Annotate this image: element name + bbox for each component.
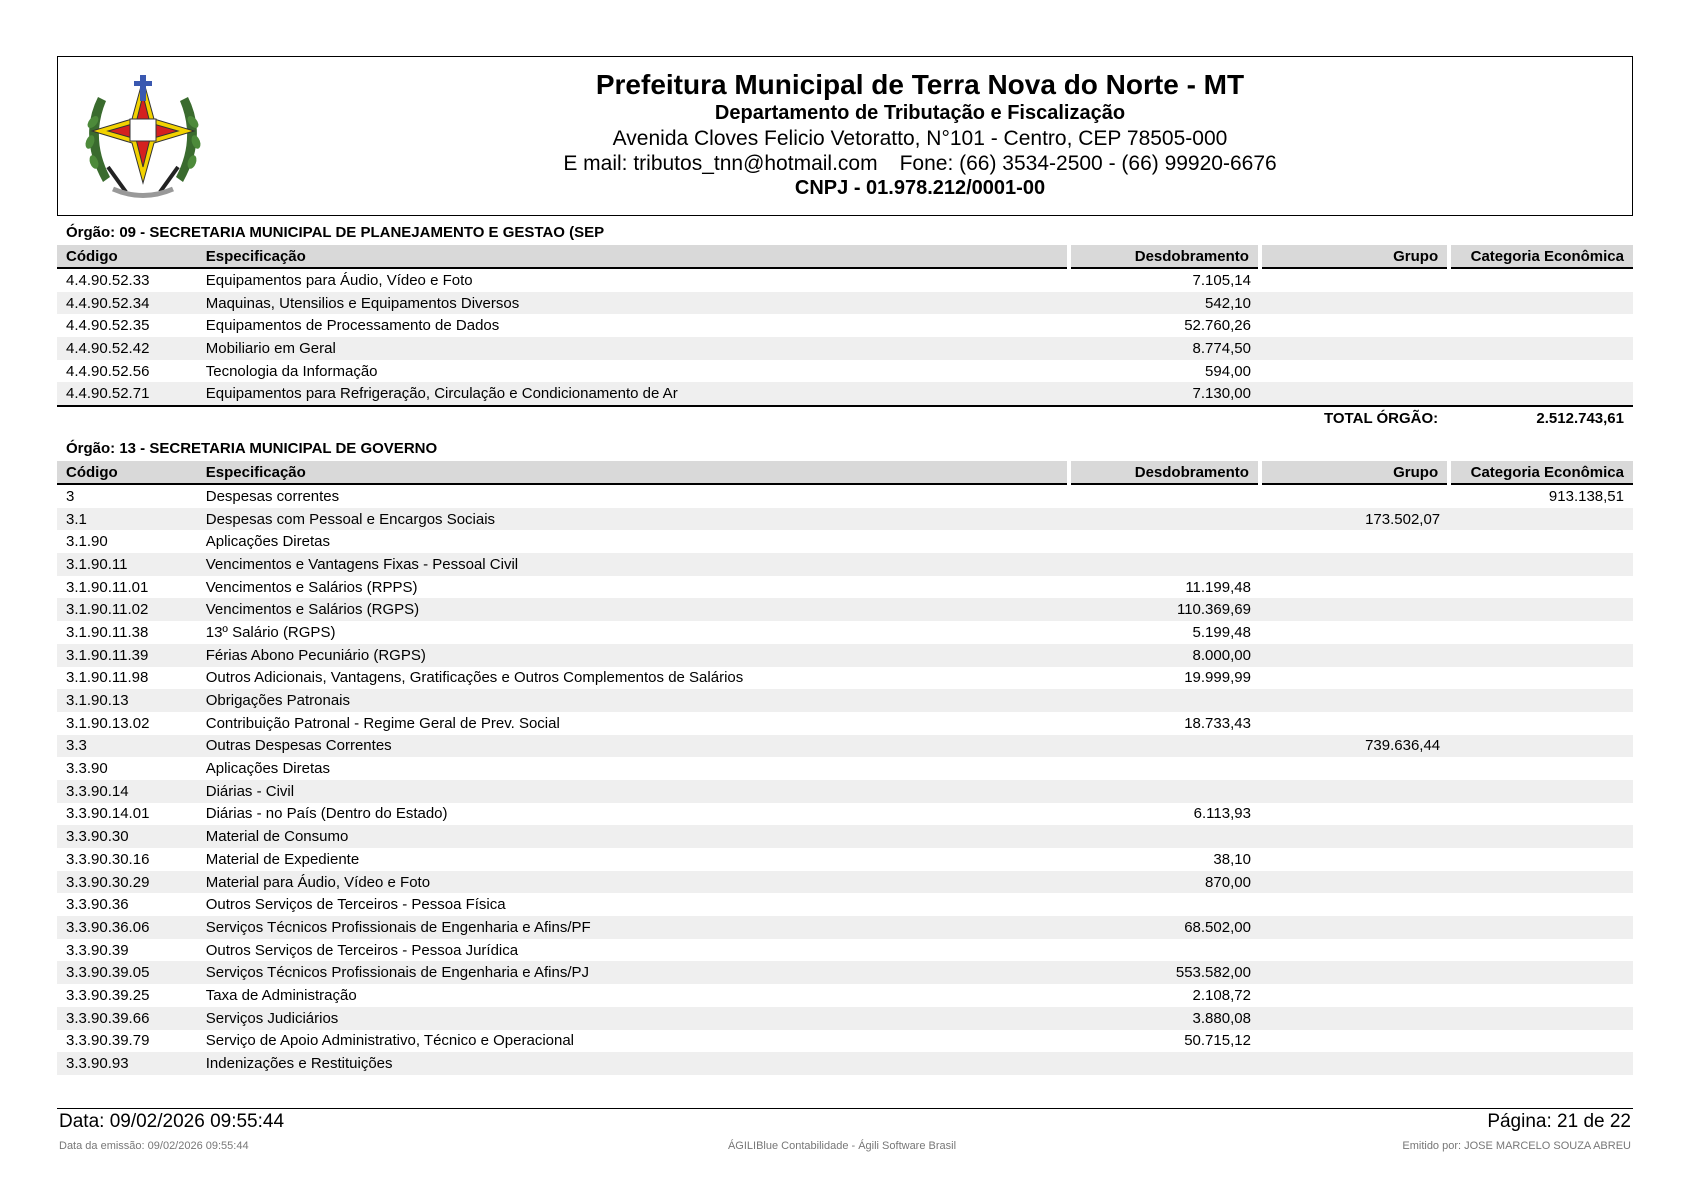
- cell-code: 3.3.90.39.05: [57, 961, 197, 984]
- cell-categoria: [1449, 508, 1633, 531]
- cell-spec: Aplicações Diretas: [205, 760, 330, 778]
- table-row: [57, 871, 1633, 894]
- cell-spec: Vencimentos e Salários (RGPS): [197, 598, 1069, 621]
- orgao-09-table: [57, 245, 1633, 407]
- table-row: [57, 621, 1633, 644]
- cell-spec: Serviços Judiciários: [197, 1007, 1069, 1030]
- cell-spec: Equipamentos de Processamento de Dados: [205, 317, 500, 335]
- cell-code: 3.3.90.36: [66, 896, 129, 914]
- cell-spec: Outros Adicionais, Vantagens, Gratificações e Outros Complementos de Salários: [205, 669, 744, 687]
- cell-categoria: [1449, 1052, 1633, 1075]
- total-orgao: [57, 407, 1633, 431]
- cell-code: 3.3.90.30.16: [66, 850, 150, 868]
- table-header: [57, 245, 1633, 268]
- cell-grupo: [1260, 780, 1449, 803]
- table-row: [57, 961, 1633, 984]
- cell-grupo: [1260, 1030, 1449, 1053]
- cell-desdobramento: 6.113,93: [1193, 805, 1251, 823]
- cell-grupo: [1260, 803, 1449, 826]
- cell-spec: Serviços Técnicos Profissionais de Engenharia e Afins/PJ: [197, 961, 1069, 984]
- cell-grupo: [1260, 1007, 1449, 1030]
- cell-spec: Serviços Técnicos Profissionais de Engenharia e Afins/PF: [197, 916, 1069, 939]
- report-header: [57, 56, 1633, 216]
- footer-issued-by: Emitido por: JOSE MARCELO SOUZA ABREU: [1402, 1140, 1631, 1152]
- cell-spec: Serviço de Apoio Administrativo, Técnico e Operacional: [205, 1032, 575, 1050]
- table-row: [57, 735, 1633, 758]
- table-row: [57, 1007, 1633, 1030]
- cell-categoria: [1449, 292, 1633, 315]
- orgao-13-section: [57, 437, 1633, 1075]
- cell-grupo: [1260, 360, 1449, 383]
- cell-code: 4.4.90.52.33: [66, 271, 150, 289]
- cell-spec: Indenizações e Restituições: [197, 1052, 1069, 1075]
- cell-desdobramento: 8.774,50: [1069, 337, 1260, 360]
- col-header-grupo: Grupo: [1260, 461, 1449, 484]
- cell-spec: Outras Despesas Correntes: [197, 735, 1069, 758]
- col-header-code: Código: [57, 245, 197, 268]
- cell-categoria: [1449, 803, 1633, 826]
- cell-categoria: [1449, 825, 1633, 848]
- cell-categoria: [1449, 712, 1633, 735]
- cell-grupo: 173.502,07: [1260, 508, 1449, 531]
- table-row: [57, 530, 1633, 553]
- cell-spec: Obrigações Patronais: [197, 689, 1069, 712]
- footer-divider: [57, 1108, 1633, 1109]
- cell-categoria: [1449, 644, 1633, 667]
- cell-categoria: [1449, 757, 1633, 780]
- cell-desdobramento: 2.108,72: [1192, 986, 1251, 1004]
- cell-desdobramento: [1069, 780, 1260, 803]
- cell-code: 4.4.90.52.42: [57, 337, 197, 360]
- cell-desdobramento: 68.502,00: [1069, 916, 1260, 939]
- orgao-title: Órgão: 13 - SECRETARIA MUNICIPAL DE GOVERNO: [66, 440, 438, 457]
- cell-code: 3.3.90.36.06: [57, 916, 197, 939]
- table-row: [57, 337, 1633, 360]
- cell-desdobramento: [1069, 689, 1260, 712]
- cell-categoria: [1449, 530, 1633, 553]
- cell-desdobramento: 18.733,43: [1184, 714, 1251, 732]
- cell-categoria: [1449, 382, 1633, 406]
- orgao-09-section: [57, 221, 1633, 431]
- table-row: [57, 984, 1633, 1007]
- col-header-categoria: Categoria Econômica: [1449, 461, 1633, 484]
- cell-categoria: [1449, 268, 1633, 292]
- cell-code: 3.1.90.11.38: [66, 623, 149, 641]
- cell-categoria: [1449, 1007, 1633, 1030]
- table-row: [57, 916, 1633, 939]
- cell-grupo: [1260, 292, 1449, 315]
- cell-grupo: [1260, 314, 1449, 337]
- cell-desdobramento: 50.715,12: [1184, 1032, 1251, 1050]
- cell-desdobramento: 553.582,00: [1069, 961, 1260, 984]
- cell-grupo: [1260, 984, 1449, 1007]
- cell-code: 3.3: [57, 735, 197, 758]
- cell-grupo: [1260, 621, 1449, 644]
- cell-spec: Mobiliario em Geral: [197, 337, 1069, 360]
- cell-spec: Diárias - Civil: [197, 780, 1069, 803]
- cell-code: 4.4.90.52.35: [66, 317, 150, 335]
- cell-desdobramento: 7.130,00: [1069, 382, 1260, 406]
- cell-code: 4.4.90.52.34: [57, 292, 197, 315]
- cell-categoria: [1449, 916, 1633, 939]
- cell-desdobramento: [1069, 939, 1260, 962]
- total-label: TOTAL ÓRGÃO:: [1324, 410, 1439, 428]
- cell-desdobramento: 3.880,08: [1069, 1007, 1260, 1030]
- cell-code: 3.1.90.11.98: [66, 669, 149, 687]
- cell-grupo: [1260, 598, 1449, 621]
- cell-grupo: [1260, 576, 1449, 599]
- cell-categoria: [1449, 360, 1633, 383]
- cell-grupo: 739.636,44: [1260, 735, 1449, 758]
- cell-code: 3.3.90.39.79: [66, 1032, 150, 1050]
- cell-code: 3.1: [57, 508, 197, 531]
- cell-spec: Outros Serviços de Terceiros - Pessoa Física: [205, 896, 506, 914]
- table-row: [57, 825, 1633, 848]
- cell-desdobramento: 7.105,14: [1192, 271, 1251, 289]
- cell-spec: Despesas com Pessoal e Encargos Sociais: [197, 508, 1069, 531]
- footer-emission-date: Data da emissão: 09/02/2026 09:55:44: [59, 1140, 249, 1152]
- cell-code: 3.3.90.39.66: [57, 1007, 197, 1030]
- cell-grupo: [1260, 825, 1449, 848]
- cell-desdobramento: 542,10: [1069, 292, 1260, 315]
- cell-grupo: [1260, 667, 1449, 690]
- table-row: [57, 757, 1633, 780]
- cell-spec: Material de Consumo: [197, 825, 1069, 848]
- cell-desdobramento: 19.999,99: [1184, 669, 1251, 687]
- cell-categoria: [1449, 780, 1633, 803]
- cell-desdobramento: 11.199,48: [1185, 578, 1251, 596]
- cell-desdobramento: [1069, 484, 1260, 508]
- table-row: [57, 382, 1633, 406]
- cell-categoria: [1449, 939, 1633, 962]
- table-row: [57, 598, 1633, 621]
- cell-spec: Vencimentos e Vantagens Fixas - Pessoal Civil: [197, 553, 1069, 576]
- table-row: [57, 553, 1633, 576]
- table-row: [57, 712, 1633, 735]
- cell-grupo: [1260, 644, 1449, 667]
- cell-categoria: [1449, 893, 1633, 916]
- table-row: [57, 689, 1633, 712]
- col-header-grupo: Grupo: [1260, 245, 1449, 268]
- cell-desdobramento: 594,00: [1205, 362, 1251, 380]
- cell-spec: Material para Áudio, Vídeo e Foto: [197, 871, 1069, 894]
- table-row: [57, 508, 1633, 531]
- table-row: [57, 314, 1633, 337]
- cell-desdobramento: 110.369,69: [1069, 598, 1260, 621]
- cell-code: 3.3.90.93: [57, 1052, 197, 1075]
- table-header: [57, 461, 1633, 484]
- cell-spec: Diárias - no País (Dentro do Estado): [205, 805, 448, 823]
- cell-desdobramento: 52.760,26: [1184, 317, 1251, 335]
- cell-code: 3.1.90.11.39: [57, 644, 197, 667]
- table-row: [57, 848, 1633, 871]
- cell-spec: Equipamentos para Áudio, Vídeo e Foto: [205, 271, 473, 289]
- table-row: [57, 484, 1633, 508]
- cell-spec: Material de Expediente: [205, 850, 360, 868]
- cell-code: 3.3.90.30: [57, 825, 197, 848]
- cell-categoria: [1449, 598, 1633, 621]
- cell-spec: Contribuição Patronal - Regime Geral de Prev. Social: [205, 714, 560, 732]
- cell-code: 3.1.90: [66, 533, 108, 551]
- cell-desdobramento: [1069, 553, 1260, 576]
- col-header-desdobramento: Desdobramento: [1069, 461, 1260, 484]
- cell-categoria: [1449, 848, 1633, 871]
- cell-categoria: [1449, 337, 1633, 360]
- cell-grupo: [1260, 1052, 1449, 1075]
- cell-desdobramento: [1069, 508, 1260, 531]
- cell-categoria: [1449, 735, 1633, 758]
- cell-code: 4.4.90.52.56: [66, 362, 150, 380]
- address: Avenida Cloves Felicio Vetoratto, N°101 - Centro, CEP 78505-000: [612, 127, 1228, 150]
- table-row: [57, 268, 1633, 292]
- cell-categoria: [1449, 689, 1633, 712]
- cell-grupo: [1260, 848, 1449, 871]
- cell-code: 3.1.90.11.02: [57, 598, 197, 621]
- table-row: [57, 292, 1633, 315]
- table-row: [57, 1030, 1633, 1053]
- cell-categoria: [1449, 553, 1633, 576]
- cell-desdobramento: [1069, 530, 1260, 553]
- col-header-spec: Especificação: [197, 461, 1069, 484]
- footer-page-number: Página: 21 de 22: [1487, 1111, 1631, 1132]
- cell-categoria: [1449, 984, 1633, 1007]
- table-row: [57, 360, 1633, 383]
- department-name: Departamento de Tributação e Fiscalização: [714, 102, 1126, 124]
- email: E mail: tributos_tnn@hotmail.com: [563, 152, 878, 175]
- cell-grupo: [1260, 893, 1449, 916]
- page-title: Prefeitura Municipal de Terra Nova do Norte - MT: [595, 69, 1245, 100]
- phone: Fone: (66) 3534-2500 - (66) 99920-6676: [899, 152, 1277, 175]
- cell-categoria: [1449, 961, 1633, 984]
- cell-spec: Outros Serviços de Terceiros - Pessoa Jurídica: [205, 941, 519, 959]
- cell-code: 3.3.90.14: [57, 780, 197, 803]
- orgao-title: Órgão: 09 - SECRETARIA MUNICIPAL DE PLANEJAMENTO E GESTAO (SEP: [66, 224, 605, 241]
- cell-desdobramento: [1069, 893, 1260, 916]
- cell-code: 3.1.90.13: [57, 689, 197, 712]
- cell-desdobramento: [1069, 735, 1260, 758]
- cell-categoria: [1449, 314, 1633, 337]
- cell-spec: Férias Abono Pecuniário (RGPS): [197, 644, 1069, 667]
- cell-desdobramento: 5.199,48: [1192, 623, 1251, 641]
- table-row: [57, 939, 1633, 962]
- cell-grupo: [1260, 337, 1449, 360]
- cell-desdobramento: [1069, 825, 1260, 848]
- cell-code: 3.3.90.14.01: [66, 805, 150, 823]
- cell-grupo: [1260, 689, 1449, 712]
- cell-grupo: [1260, 553, 1449, 576]
- cell-code: 4.4.90.52.71: [57, 382, 197, 406]
- cell-categoria: [1449, 1030, 1633, 1053]
- cell-categoria: 913.138,51: [1548, 487, 1624, 505]
- cell-grupo: [1260, 939, 1449, 962]
- cell-grupo: [1260, 961, 1449, 984]
- cell-grupo: [1260, 530, 1449, 553]
- footer-date: Data: 09/02/2026 09:55:44: [59, 1111, 285, 1132]
- cell-code: 3: [66, 487, 75, 505]
- table-row: [57, 576, 1633, 599]
- cell-grupo: [1260, 871, 1449, 894]
- cell-spec: Taxa de Administração: [205, 986, 357, 1004]
- cell-desdobramento: [1069, 1052, 1260, 1075]
- cell-code: 3.3.90.39.25: [66, 986, 150, 1004]
- cell-spec: Maquinas, Utensilios e Equipamentos Diversos: [197, 292, 1069, 315]
- cell-spec: Aplicações Diretas: [205, 533, 330, 551]
- table-row: [57, 803, 1633, 826]
- table-row: [57, 644, 1633, 667]
- col-header-code: Código: [57, 461, 197, 484]
- cell-grupo: [1260, 757, 1449, 780]
- total-value: 2.512.743,61: [1536, 410, 1624, 428]
- cell-spec: Equipamentos para Refrigeração, Circulação e Condicionamento de Ar: [197, 382, 1069, 406]
- cell-spec: Despesas correntes: [205, 487, 340, 505]
- footer-software: ÁGILIBlue Contabilidade - Ágili Software Brasil: [727, 1140, 957, 1152]
- cell-desdobramento: 8.000,00: [1069, 644, 1260, 667]
- cell-spec: Vencimentos e Salários (RPPS): [205, 578, 418, 596]
- cell-categoria: [1449, 576, 1633, 599]
- cell-code: 3.1.90.13.02: [66, 714, 150, 732]
- cell-code: 3.3.90.30.29: [57, 871, 197, 894]
- cell-grupo: [1260, 484, 1449, 508]
- cell-desdobramento: 38,10: [1213, 850, 1251, 868]
- cell-spec: 13º Salário (RGPS): [205, 623, 336, 641]
- orgao-13-table: [57, 461, 1633, 1075]
- cell-categoria: [1449, 871, 1633, 894]
- cell-code: 3.1.90.11.01: [66, 578, 149, 596]
- cell-code: 3.3.90.39: [66, 941, 129, 959]
- cell-desdobramento: [1069, 757, 1260, 780]
- table-row: [57, 667, 1633, 690]
- table-row: [57, 893, 1633, 916]
- table-row: [57, 780, 1633, 803]
- cell-categoria: [1449, 667, 1633, 690]
- cell-code: 3.1.90.11: [57, 553, 197, 576]
- cell-categoria: [1449, 621, 1633, 644]
- cell-grupo: [1260, 382, 1449, 406]
- col-header-desdobramento: Desdobramento: [1069, 245, 1260, 268]
- cnpj: CNPJ - 01.978.212/0001-00: [794, 177, 1046, 199]
- cell-spec: Tecnologia da Informação: [205, 362, 378, 380]
- cell-grupo: [1260, 916, 1449, 939]
- col-header-categoria: Categoria Econômica: [1449, 245, 1633, 268]
- cell-code: 3.3.90: [66, 760, 108, 778]
- cell-grupo: [1260, 268, 1449, 292]
- cell-desdobramento: 870,00: [1069, 871, 1260, 894]
- cell-grupo: [1260, 712, 1449, 735]
- table-row: [57, 1052, 1633, 1075]
- col-header-spec: Especificação: [197, 245, 1069, 268]
